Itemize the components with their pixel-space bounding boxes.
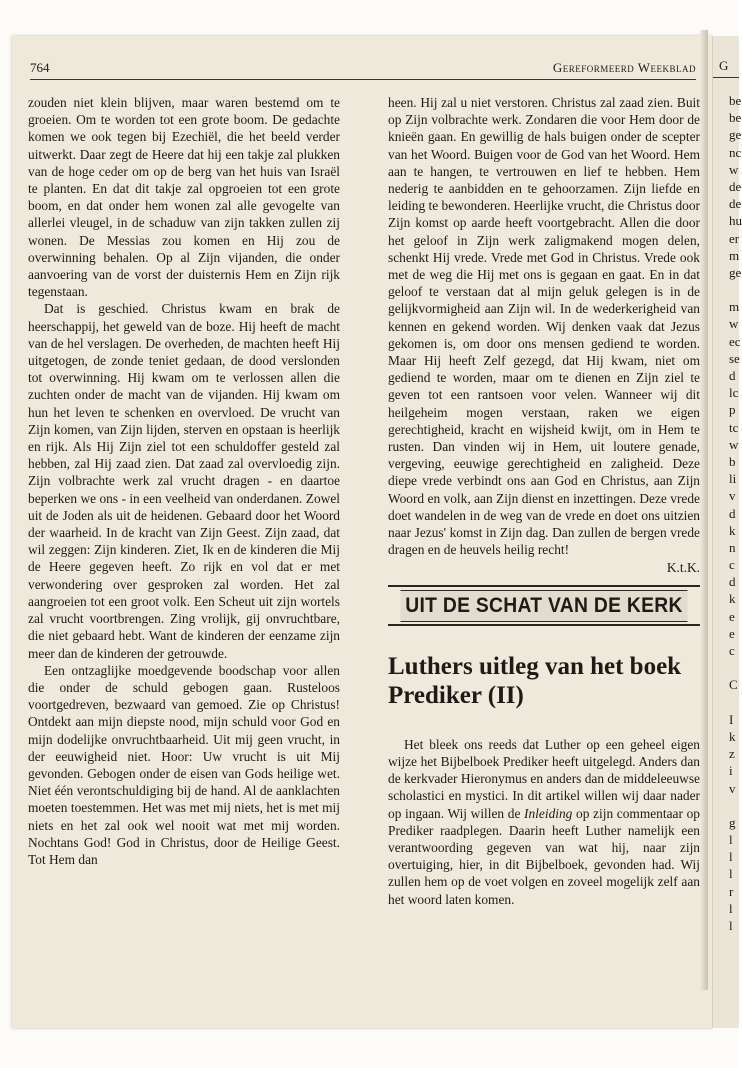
paragraph-1: zouden niet klein blijven, maar waren bestemd om te groeien. Om te worden tot een grote boom. De gedachte komen we ook tegen bij Ezechiël, die het beeld verder uitwerkt. Daar zegt de Heere dat hij een takje zal plukken van de hoge ceder om op de berg van het huis van Israël te planten. En dat dit takje zal opgroeien tot een grote boom, en dat onder hem wonen zal alle gevogelte van allerlei vleugel, in de schaduw van zijn takken zullen zij wonen. De Messias zou komen en Hij zou de overwinning behalen. Op al Zijn vijanden, die onder aanvoering van de vorst der duisternis Hem en Zijn rijk tegenstaan. <box>28 95 340 300</box>
next-page-line-fragment: li <box>729 471 737 487</box>
article-intro-emphasis: Inleiding <box>524 805 573 821</box>
article-intro-part-2: op zijn commentaar op Prediker raadplegen. Daarin heeft Luther namelijk een verantwoording gegeven van wat hij, naar zijn overtuiging, hier, in dit Bijbelboek, gevonden had. Wij zullen hem op de voet volgen en zoveel mogelijk zelf aan het woord laten komen. <box>388 805 700 907</box>
next-page-line-fragment: w <box>729 316 739 332</box>
next-page-line-fragment: l <box>729 832 733 848</box>
next-page-line-fragment: d <box>729 574 736 590</box>
next-page-line-fragment <box>729 281 742 298</box>
article-intro <box>388 736 700 908</box>
next-page-line-fragment: p <box>729 402 736 418</box>
next-page-line-fragment: ec <box>729 333 741 349</box>
paragraph-3: Een ontzaglijke moedgevende boodschap voor allen die onder de schuld gebogen gaan. Rusteloos voortgedreven, bezwaard van gemoed. Zie op Christus! Ontdekt aan mijn diepste nood, mijn schuld voor God en mijn dodelijke onvruchtbaarheid. Uit mij geen vrucht, in der eeuwigheid niet. Hoor: Uw vrucht is uit Mij gevonden. Gebogen onder de eisen van Gods heilige wet. Niet één verontschuldiging bij de hand. Al de aanklachten moeten toestemmen. Het was met mij niets, het is met mij niets en het zal ook wel nooit wat met mij worden. Nochtans God! God in Christus, door de Heilige Geest. Tot Hem dan <box>28 662 340 867</box>
next-page-line-fragment: i <box>729 763 733 779</box>
article-intro-part-1: Het bleek ons reeds dat Luther op een geheel eigen wijze het Bijbelboek Prediker heeft uitgelegd. Anders dan de kerkvader Hieronymus en anders dan de middeleeuwse scholastici en mystici. In dit artikel willen wij daar nader op ingaan. Wij willen de <box>388 736 700 821</box>
next-page-line-fragment: nc <box>729 144 742 160</box>
next-page-line-fragment: n <box>729 539 736 555</box>
next-page-line-fragment: ge <box>729 264 742 280</box>
section-heading: UIT DE SCHAT VAN DE KERK <box>400 590 687 622</box>
next-page-line-fragment: k <box>729 591 736 607</box>
next-page-line-fragment: k <box>729 728 736 744</box>
next-page-edge <box>712 36 742 1028</box>
author-signature: K.t.K. <box>666 560 700 576</box>
next-page-line-fragment: w <box>729 436 739 452</box>
running-header <box>30 58 696 80</box>
next-page-line-fragment: c <box>729 643 735 658</box>
next-page-line-fragment <box>729 659 742 676</box>
next-page-line-fragment: r <box>729 883 734 899</box>
next-page-line-fragment: d <box>729 368 736 383</box>
section-heading-box <box>388 585 700 626</box>
paragraph-2: Dat is geschied. Christus kwam en brak de heerschappij, het geweld van de boze. Hij heeft de macht van de hel verslagen. De overheden, de machten heeft Hij uitgetogen, de zonde teniet gedaan, de dood verslonden tot overwinning. Hij kwam om te verlossen allen die zuchten onder de macht van de vijanden. Hij kwam om hun het leven te schenken en overvloed. De vrucht van Zijn komen, van Zijn lijden, sterven en opstaan is heerlijk en rijk. Als Hij Zijn ziel tot een schuldoffer gesteld zal hebben, zal Hij zaad zien. Dat zaad zal overvloedig zijn. Zijn volbrachte werk zal vrucht dragen - en daartoe beperken we ons - in een veelheid van onderdanen. Zowel uit de Joden als uit de heidenen. Gebaard door het Woord der waarheid. In de kracht van Zijn Geest. Zijn zaad, dat wil zeggen: Zijn kinderen. Ziet, Ik en de kinderen die Mij de Heere gegeven heeft. Zo rijk en vol dat er met verwondering over gesproken zal worden. Het zal aangroeien tot een groot volk. Een Scheut uit zijn wortels zal vrucht voortbrengen. Zing vrolijk, gij onvruchtbare, die niet gebaard hebt. Want de kinderen der eenzame zijn meer dan de kinderen der getrouwde. <box>28 301 340 661</box>
left-column <box>28 94 340 868</box>
next-page-line-fragment: C <box>729 677 738 693</box>
header-rule <box>30 79 696 80</box>
paragraph-continuation: heen. Hij zal u niet verstoren. Christus zal zaad zien. Buit op Zijn volbrachte werk. Zondaren die voor Hem door de knieën gaan. En gewillig de hals buigen onder de scepter van het Woord. Buigen voor de God van het Woord. Hem aan te hangen, te vertrouwen en lief te hebben. Hem nederig te aanbidden en te gehoorzamen. Zijn liefde en leiding te bewonderen. Heerlijke vrucht, die Christus door Zijn komst op aarde heeft voortgebracht. Allen die door het geloof in Zijn werk zaligmakend mogen delen, schenkt Hij vrede. Vrede met God in Christus. Vrede ook met de weg die Hij met ons is gegaan en gaat. En in dat geloof te verstaan dat al mijn geluk gelegen is in de gelijkvormigheid aan Zijn wil. In de wederkerigheid van kennen en gekend worden. Wij denken vaak dat Jezus gekomen is, om door ons mensen gediend te worden. Maar Hij heeft Zelf gezegd, dat Hij kwam, niet om gediend te worden, maar om te dienen en Zijn ziel te geven tot een rantsoen voor velen. Wanneer wij dit heilgeheim mogen verstaan, raken we eigen gerechtigheid, kracht en wijsheid kwijt, om in Hem te rusten. Dan vinden wij in Hem, uit loutere genade, vergeving, eeuwige gerechtigheid en zaligheid. Deze diepe vrede verbindt ons aan God en Christus, aan Zijn Woord en volk, aan Zijn dienst en inzettingen. Deze vrede doet wandelen in de weg van de vrede en doet ons uitzien naar Jezus' komst in Zijn dag. Dan zullen de bergen vrede dragen en de heuvels heilig recht! <box>388 95 700 558</box>
next-page-line-fragment: l <box>729 900 733 916</box>
next-page-line-fragment <box>729 797 742 814</box>
right-column <box>388 94 700 908</box>
next-page-text-fragments <box>729 92 742 934</box>
next-page-line-fragment: v <box>729 488 736 504</box>
next-page-line-fragment: e <box>729 608 735 624</box>
page-gutter <box>700 30 708 990</box>
next-page-line-fragment <box>729 694 742 711</box>
next-page-line-fragment: m <box>729 299 740 315</box>
next-page-line-fragment: de <box>729 196 742 212</box>
next-page-line-fragment: m <box>729 247 740 263</box>
next-page-line-fragment: ge <box>729 127 742 143</box>
next-page-line-fragment: be <box>729 110 742 126</box>
next-page-line-fragment: k <box>729 522 736 538</box>
next-page-header-rule <box>713 77 739 78</box>
next-page-line-fragment: se <box>729 350 740 366</box>
next-page-line-fragment: c <box>729 557 735 573</box>
next-page-line-fragment: v <box>729 780 736 796</box>
next-page-line-fragment: b <box>729 453 736 469</box>
next-page-header-fragment: G <box>719 58 729 73</box>
next-page-line-fragment: be <box>729 93 742 108</box>
next-page-line-fragment: tc <box>729 419 739 435</box>
next-page-line-fragment: e <box>729 625 735 641</box>
next-page-line-fragment: de <box>729 178 742 194</box>
next-page-line-fragment: l <box>729 918 733 933</box>
next-page-line-fragment: g <box>729 814 736 830</box>
next-page-line-fragment: er <box>729 230 740 246</box>
page-number: 764 <box>30 60 50 75</box>
next-page-line-fragment: l <box>729 866 733 882</box>
next-page-line-fragment: hu <box>729 213 742 229</box>
next-page-line-fragment: I <box>729 711 734 727</box>
journal-title: Gereformeerd Weekblad <box>552 60 696 75</box>
article-title: Luthers uitleg van het boek Prediker (II) <box>388 652 682 709</box>
next-page-line-fragment: z <box>729 746 735 762</box>
next-page-line-fragment: d <box>729 505 736 521</box>
next-page-line-fragment: lc <box>729 385 739 401</box>
next-page-line-fragment: w <box>729 161 739 177</box>
next-page-line-fragment: l <box>729 849 733 865</box>
